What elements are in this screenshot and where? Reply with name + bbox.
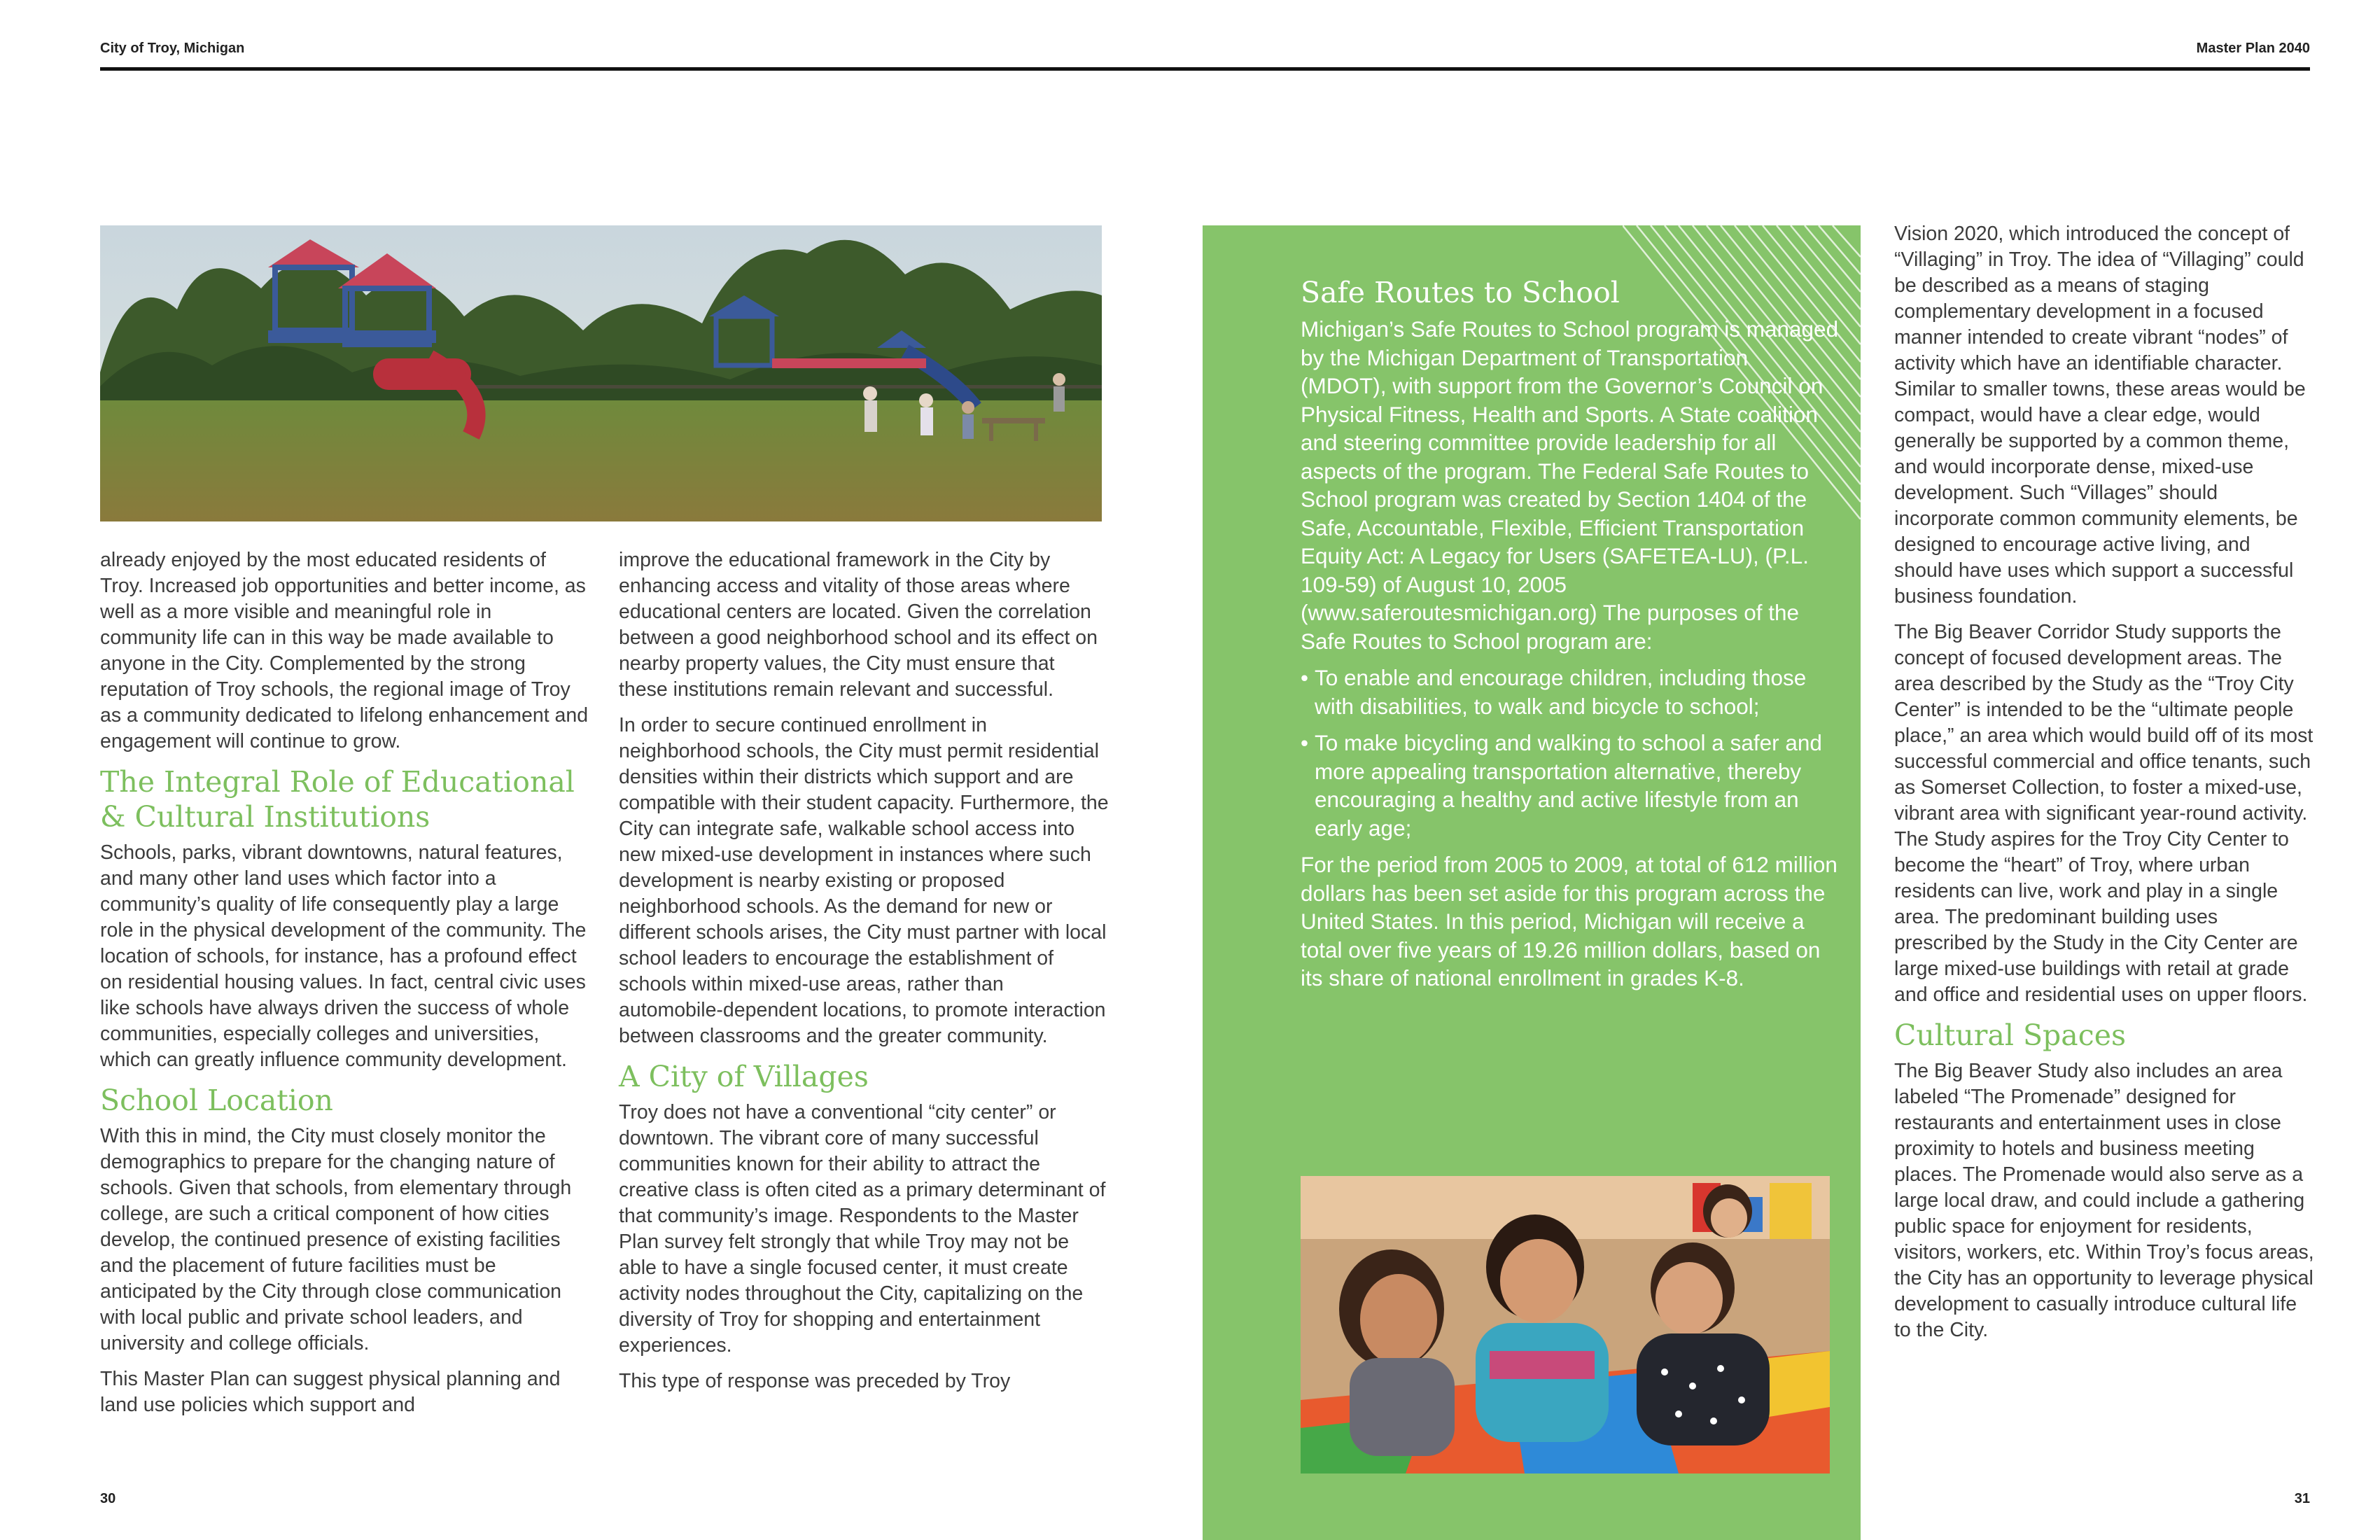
paragraph-villages: Troy does not have a conventional “city center” or downtown. The vibrant core of many successful communities known for their ability to attract the creative class is often cited as a primary determinant of that community’s image. Respondents to the Master Plan survey felt strongly that while Troy may not be able to have a single focused center, it must create activity nodes throughout the City, capitalizing on the diversity of Troy for shopping and entertainment experiences. [619,1101,1106,1357]
bullet-text: To make bicycling and walking to school a safer and more appealing transportation alternative, thereby encouraging a healthy and active lifestyle from an early age; [1315,730,1822,841]
heading-school-location: School Location [100,1084,333,1117]
paragraph-improve: improve the educational framework in the City by enhancing access and vitality of those areas where educational centers are located. Given the correlation between a good neighborhood school and its effect on nearby property values, the City must ensure that these institutions remain relevant and successful. [619,549,1098,701]
header-left-title: City of Troy, Michigan [100,41,245,56]
playground-photo [100,225,1102,522]
sidebar-paragraph-funding: For the period from 2005 to 2009, at total of 612 million dollars has been set aside for this program across the United States. In this period, Michigan will receive a total over five years of 19.26 million dollars, based on its share of national enrollment in grades K-8. [1301,852,1837,990]
list-item [1301,729,1840,842]
paragraph-response: This type of response was preceded by Troy [619,1370,1011,1392]
page-number-right: 31 [2294,1491,2310,1506]
sidebar-title: Safe Routes to School [1301,276,1620,309]
paragraph-integral-role: Schools, parks, vibrant downtowns, natural features, and many other land uses which factor into a community’s quality of life consequently play a large role in the physical development of the community. The location of schools, for instance, has a profound effect on residential housing values. In fact, central civic uses like schools have always driven the success of whole communities, especially colleges and universities, which can greatly influence community development. [100,841,587,1071]
middle-column [619,547,1109,1404]
header-right-title: Master Plan 2040 [2196,41,2310,56]
paragraph-cultural-spaces: The Big Beaver Study also includes an area labeled “The Promenade” designed for restaurants and entertainment uses in close proximity to hotels and business meeting places. The Promenade would also serve as a large local draw, and could include a gathering public space for enjoyment for residents, visitors, workers, etc. Within Troy’s focus areas, the City has an opportunity to leverage physical development to casually introduce cultural life to the City. [1894,1060,2314,1341]
heading-integral-role: The Integral Role of Educational & Cultural Institutions [100,765,575,834]
sidebar-paragraph-intro: Michigan’s Safe Routes to School program is managed by the Michigan Department of Transportation (MDOT), with support from the Governor’s Council on Physical Fitness, Health and Sports. A State coalition and steering committee provide leadership for all aspects of the program. The Federal Safe Routes to School program was created by Section 1404 of the Safe, Accountable, Flexible, Efficient Transportation Equity Act: A Legacy for Users (SAFETEA-LU), (P.L. 109-59) of August 10, 2005 (www.saferoutesmichigan.org) The purposes of the Safe Routes to School program are: [1301,316,1839,654]
sidebar-bullet-list [1301,664,1840,842]
right-column [1894,221,2314,1353]
left-column [100,547,590,1428]
paragraph-school-location: With this in mind, the City must closely monitor the demographics to prepare for the changing nature of schools. Given that schools, from elementary through college, are such a critical component of how cities develop, the continued presence of existing facilities and the placement of future facilities must be anticipated by the City through close communication with local public and private school leaders, and university and college officials. [100,1125,572,1354]
children-classroom-photo [1301,1176,1830,1474]
paragraph-big-beaver: The Big Beaver Corridor Study supports the concept of focused development areas. The area described by the Study as the “Troy City Center” is intended to be the “ultimate people place,” an area which would build off of its most successful commercial and office tenants, such as Somerset Collection, to foster a mixed-use, vibrant area with significant year-round activity. The Study aspires for the Troy City Center to become the “heart” of Troy, where urban residents can live, work and play in a single area. The predominant building uses prescribed by the Study in the City Center are large mixed-use buildings with retail at grade and office and residential uses on upper floors. [1894,621,2314,1006]
bullet-marker: • [1301,730,1309,755]
paragraph-master-plan: This Master Plan can suggest physical planning and land use policies which support and [100,1368,561,1416]
page-number-left: 30 [100,1491,116,1506]
heading-city-of-villages: A City of Villages [619,1060,869,1093]
paragraph-intro: already enjoyed by the most educated residents of Troy. Increased job opportunities and better income, as well as a more visible and meaningful role in community life can in this way be made available to anyone in the City. Complemented by the strong reputation of Troy schools, the regional image of Troy as a community dedicated to lifelong enhancement and engagement will continue to grow. [100,549,589,752]
bullet-text: To enable and encourage children, including those with disabilities, to walk and bicycle to school; [1315,665,1807,719]
paragraph-vision-2020: Vision 2020, which introduced the concept of “Villaging” in Troy. The idea of “Villaging” could be described as a means of staging complementary development in a focused manner intended to create vibrant “nodes” of activity which have an identifiable character. Similar to smaller towns, these areas would be compact, would have a clear edge, would generally be supported by a common theme, and would incorporate dense, mixed-use development. Such “Villages” should incorporate common community elements, be designed to encourage active living, and should have uses which support a successful business foundation. [1894,223,2306,608]
list-item [1301,664,1840,720]
sidebar-content [1301,274,1840,1001]
heading-cultural-spaces: Cultural Spaces [1894,1018,2127,1052]
bullet-marker: • [1301,665,1309,690]
paragraph-enrollment: In order to secure continued enrollment in neighborhood schools, the City must permit residential densities within their districts which support and are compatible with their student capacity. Furthermore, the City can integrate safe, walkable school access into new mixed-use development in instances where such development is nearby existing or proposed neighborhood schools. As the demand for new or different schools arises, the City must partner with local school leaders to encourage the establishment of schools within mixed-use areas, rather than automobile-dependent locations, to promote interaction between classrooms and the greater community. [619,714,1109,1047]
header-rule [100,67,2310,71]
